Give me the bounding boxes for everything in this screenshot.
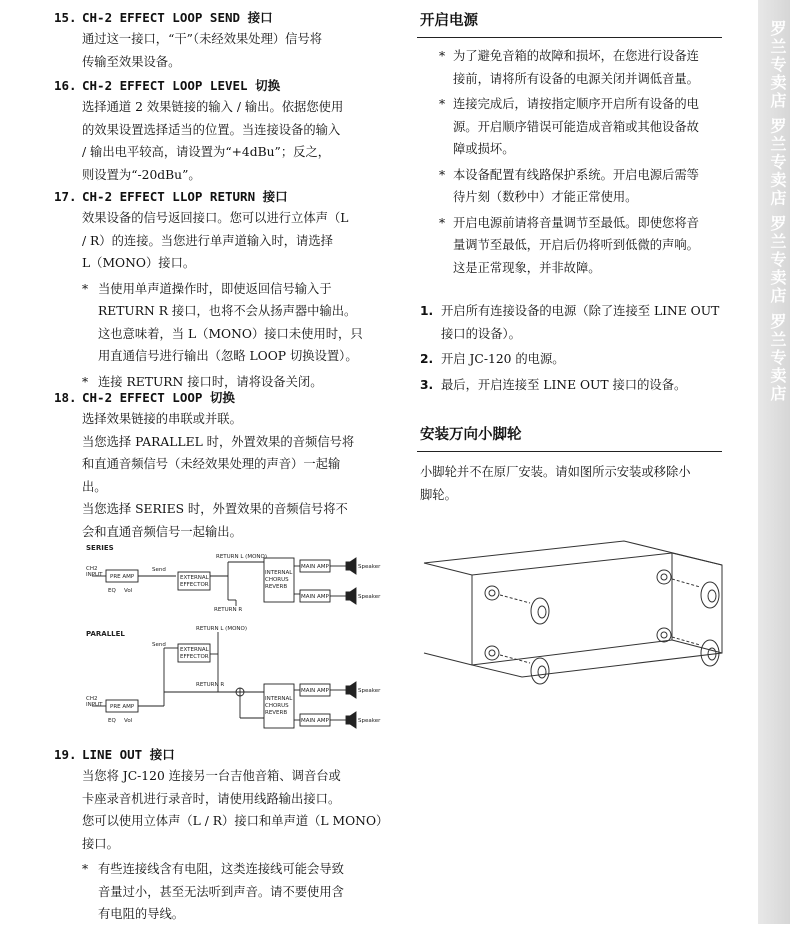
ch2-label: CH2 (86, 696, 98, 702)
note-bullet: * 本设备配置有线路保护系统。开启电源后需等 待片刻（数秒中）才能正常使用。 (417, 164, 743, 209)
step-item: 3. 最后，开启连接至 LINE OUT 接口的设备。 (420, 377, 687, 392)
section-rule (417, 37, 722, 38)
pre-amp-label: PRE AMP (110, 574, 135, 580)
speaker-label: Speaker (358, 564, 381, 570)
return-l-label: RETURN L (MONO) (196, 626, 247, 632)
section-body: 当您将 JC-120 连接另一台吉他音箱、调音台或 卡座录音机进行录音时，请使用线路输出接口。 您可以使用立体声（L / R）接口和单声道（L MONO） 接口。 (82, 769, 389, 851)
send-label: Send (152, 567, 166, 573)
section-16 (54, 76, 389, 186)
section-19 (54, 745, 389, 926)
vol-label: Vol (124, 718, 133, 724)
internal-label: INTERNAL (265, 696, 293, 702)
section-body: 效果设备的信号返回接口。您可以进行立体声（L / R）的连接。当您进行单声道输入时，请选择 L（MONO）接口。 (82, 211, 349, 270)
note-bullet: * 当使用单声道操作时，即使返回信号输入于 RETURN R 接口，也将不会从扬声器中输出。 这也意味着，当 L（MONO）接口未使用时，只 用直通信号进行输出（忽略 LOOP 切换设置）。 (54, 278, 389, 368)
effect-loop-diagram (84, 540, 384, 736)
section-heading: 19. LINE OUT 接口 (54, 747, 175, 762)
step-item: 1. 开启所有连接设备的电源（除了连接至 LINE OUT 接口的设备）。 (420, 304, 720, 341)
main-amp-label: MAIN AMP (301, 564, 329, 570)
main-amp-label: MAIN AMP (301, 594, 329, 600)
section-rule (417, 451, 722, 452)
effector-label: EFFECTOR (180, 582, 209, 588)
caster-install-illustration (422, 535, 752, 710)
return-l-label: RETURN L (MONO) (216, 554, 267, 560)
input-label: INPUT (86, 702, 103, 708)
parallel-label: PARALLEL (86, 630, 125, 638)
send-label: Send (152, 642, 166, 648)
section-18 (54, 388, 389, 543)
section-body: 通过这一接口，“干”（未经效果处理）信号将 传输至效果设备。 (82, 32, 323, 69)
section-body: 选择效果链接的串联或并联。 当您选择 PARALLEL 时，外置效果的音频信号将 和直通音频信号（未经效果处理的声音）一起输 出。 当您选择 SERIES 时，外置效果的音频信号将不 会和直通音频信号一起输出。 (82, 412, 355, 539)
eq-label: EQ (108, 588, 116, 594)
internal-label: INTERNAL (265, 570, 293, 576)
section-heading: 16. CH-2 EFFECT LOOP LEVEL 切换 (54, 78, 281, 93)
reverb-label: REVERB (265, 584, 288, 590)
return-r-label: RETURN R (214, 607, 243, 613)
vol-label: Vol (124, 588, 133, 594)
section-17 (54, 187, 389, 393)
note-bullet: * 有些连接线含有电阻，这类连接线可能会导致 音量过小，甚至无法听到声音。请不要使用含 有电阻的导线。 (54, 858, 389, 926)
speaker-label: Speaker (358, 718, 381, 724)
watermark-text: 罗兰专卖店 罗兰专卖店 罗兰专卖店 罗兰专卖店 (768, 20, 787, 403)
speaker-label: Speaker (358, 594, 381, 600)
effector-label: EFFECTOR (180, 654, 209, 660)
power-notes (417, 45, 743, 279)
watermark-strip (758, 0, 790, 924)
reverb-label: REVERB (265, 710, 288, 716)
section-heading: 17. CH-2 EFFECT LLOP RETURN 接口 (54, 189, 288, 204)
power-steps (417, 300, 741, 396)
chorus-label: CHORUS (265, 577, 289, 583)
eq-label: EQ (108, 718, 116, 724)
step-item: 2. 开启 JC-120 的电源。 (420, 352, 565, 366)
note-bullet: * 开启电源前请将音量调节至最低。即使您将音 量调节至最低，开启后仍将听到低微的声响。 这是正常现象，并非故障。 (417, 212, 743, 280)
chorus-label: CHORUS (265, 703, 289, 709)
casters-title: 安装万向小脚轮 (420, 427, 522, 443)
main-amp-label: MAIN AMP (301, 718, 329, 724)
main-amp-label: MAIN AMP (301, 688, 329, 694)
section-heading: 18. CH-2 EFFECT LOOP 切换 (54, 390, 235, 405)
note-bullet: * 连接完成后，请按指定顺序开启所有设备的电 源。开启顺序错误可能造成音箱或其他设备故 障或损坏。 (417, 93, 743, 161)
series-label: SERIES (86, 544, 114, 552)
note-bullet: * 为了避免音箱的故障和损坏，在您进行设备连 接前，请将所有设备的电源关闭并调低音量。 (417, 45, 743, 90)
external-label: EXTERNAL (180, 575, 209, 581)
external-label: EXTERNAL (180, 647, 209, 653)
input-label: INPUT (86, 572, 103, 578)
section-15 (54, 8, 389, 73)
power-on-title: 开启电源 (420, 13, 478, 29)
speaker-label: Speaker (358, 688, 381, 694)
return-r-label: RETURN R (196, 682, 225, 688)
section-body: 选择通道 2 效果链接的输入 / 输出。依据您使用 的效果设置选择适当的位置。当连接设备的输入 / 输出电平较高，请设置为“+4dBu”；反之， 则设置为“-20dBu”。 (82, 100, 344, 182)
casters-body: 小脚轮并不在原厂安装。请如图所示安装或移除小 脚轮。 (420, 465, 691, 502)
ch2-label: CH2 (86, 566, 98, 572)
section-heading: 15. CH-2 EFFECT LOOP SEND 接口 (54, 10, 273, 25)
pre-amp-label: PRE AMP (110, 704, 135, 710)
note-bullet: * 连接 RETURN 接口时，请将设备关闭。 (54, 371, 389, 394)
